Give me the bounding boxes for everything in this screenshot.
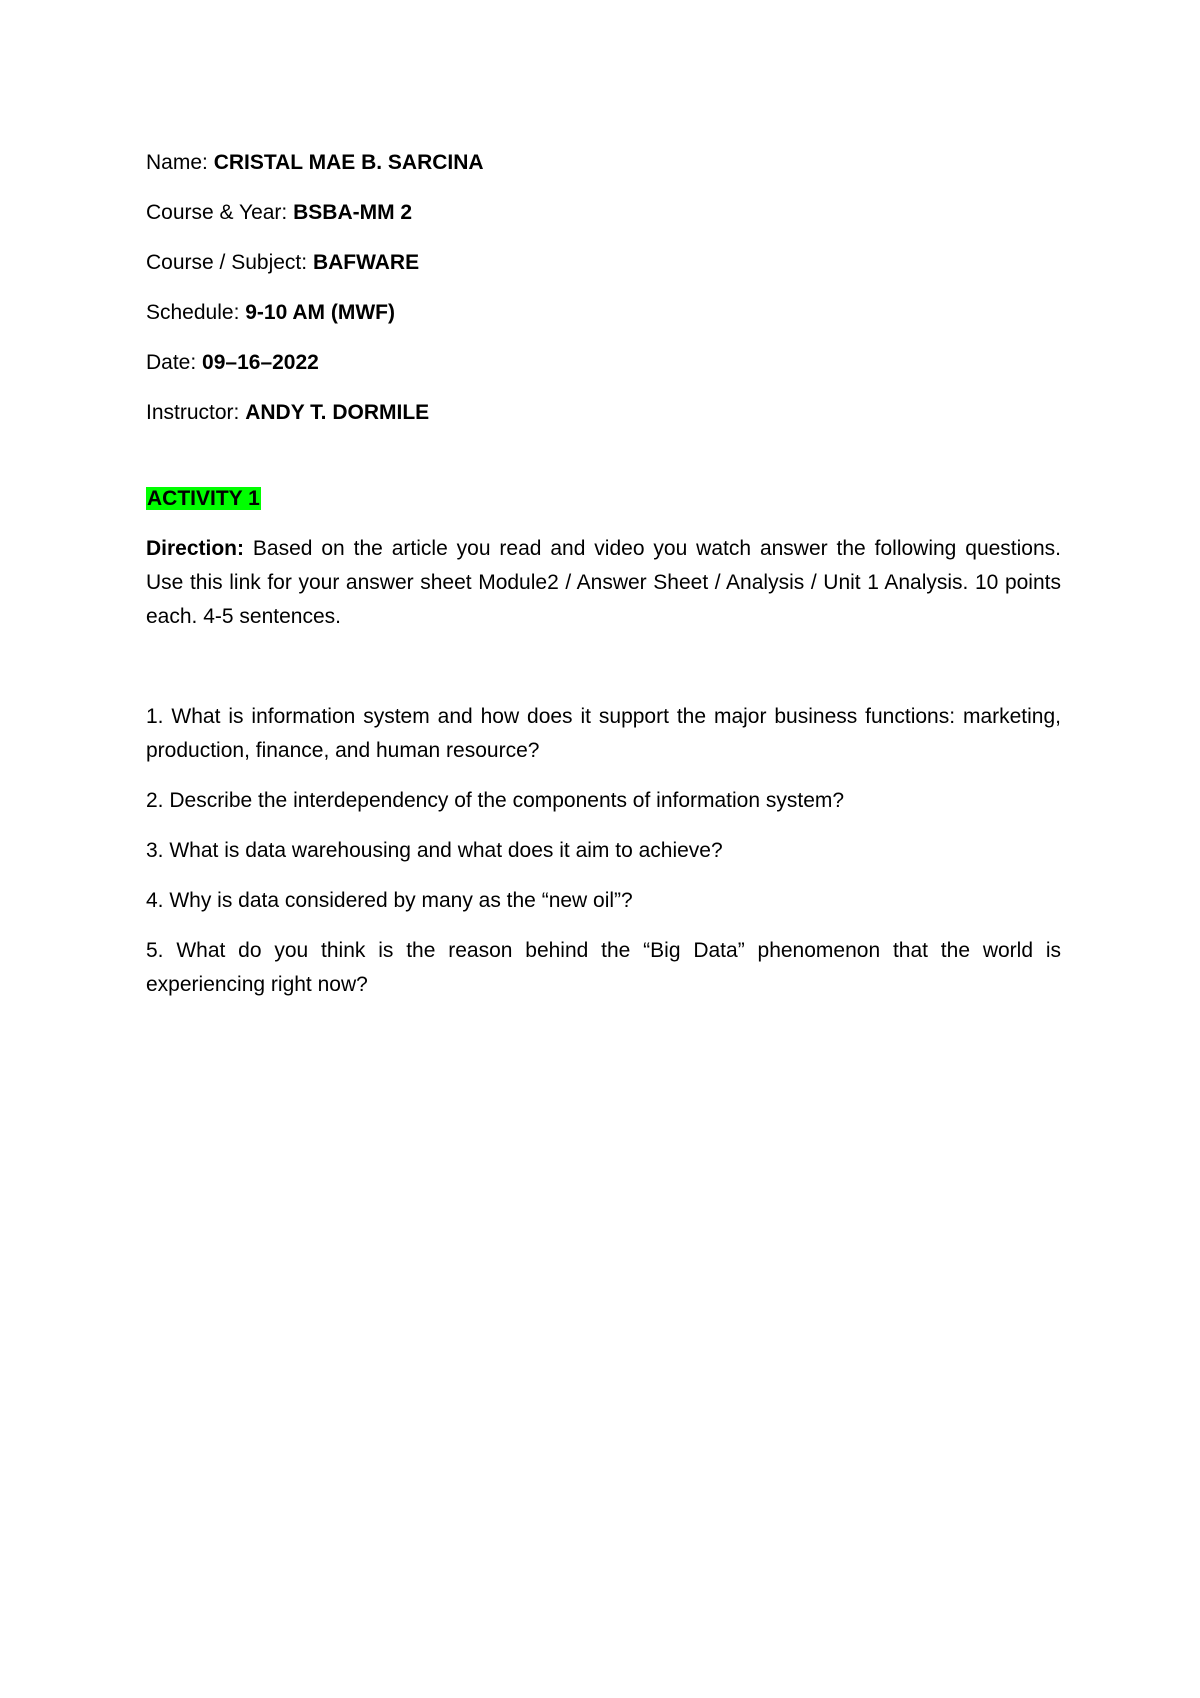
direction-label: Direction: xyxy=(146,537,245,560)
course-subject-label: Course / Subject: xyxy=(146,251,308,274)
course-year-label: Course & Year: xyxy=(146,201,288,224)
course-year-line xyxy=(146,196,1061,230)
date-label: Date: xyxy=(146,351,197,374)
name-value: CRISTAL MAE B. SARCINA xyxy=(213,151,484,174)
question-5: 5. What do you think is the reason behind the “Big Data” phenomenon that the world is experiencing right now? xyxy=(146,939,1061,996)
direction-text: Based on the article you read and video you watch answer the following questions. Use this link for your answer sheet Module2 / Answer Sheet / Analysis / Unit 1 Analysis. 10 points each. 4-5 sentences. xyxy=(146,537,1061,628)
schedule-line xyxy=(146,296,1061,330)
date-line xyxy=(146,346,1061,380)
direction-paragraph xyxy=(146,532,1061,634)
question-2: 2. Describe the interdependency of the components of information system? xyxy=(146,789,845,812)
question-4: 4. Why is data considered by many as the “new oil”? xyxy=(146,889,633,912)
instructor-value: ANDY T. DORMILE xyxy=(245,401,430,424)
course-subject-value: BAFWARE xyxy=(312,251,420,274)
document-content xyxy=(146,146,1061,1018)
schedule-label: Schedule: xyxy=(146,301,240,324)
question-1: 1. What is information system and how does it support the major business functions: marketing, production, finance, and human resource? xyxy=(146,705,1061,762)
name-line xyxy=(146,146,1061,180)
activity-title: ACTIVITY 1 xyxy=(147,487,260,510)
date-value: 09–16–2022 xyxy=(202,351,319,374)
instructor-line xyxy=(146,396,1061,430)
course-year-value: BSBA-MM 2 xyxy=(293,201,413,224)
name-label: Name: xyxy=(146,151,208,174)
activity-heading xyxy=(146,482,1061,516)
schedule-value: 9-10 AM (MWF) xyxy=(245,301,395,324)
course-subject-line xyxy=(146,246,1061,280)
instructor-label: Instructor: xyxy=(146,401,240,424)
question-3: 3. What is data warehousing and what does it aim to achieve? xyxy=(146,839,723,862)
